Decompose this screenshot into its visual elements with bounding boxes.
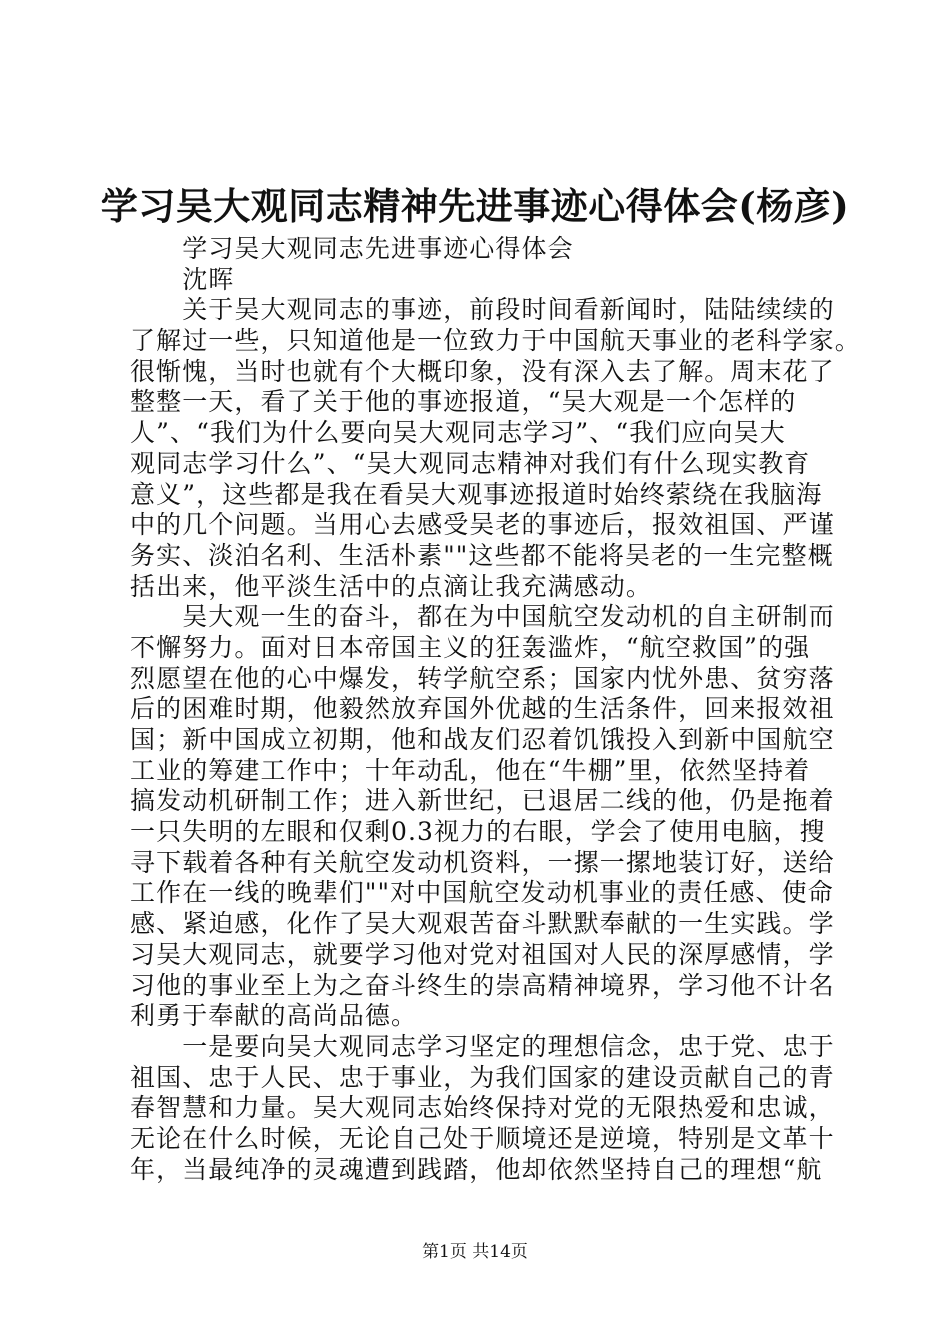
body-line: 寻下载着各种有关航空发动机资料，一摞一摞地装订好，送给 <box>130 847 835 877</box>
body-line: 工作在一线的晚辈们""对中国航空发动机事业的责任感、使命 <box>130 878 834 908</box>
body-line: 沈晖 <box>130 264 235 294</box>
body-line: 习吴大观同志，就要学习他对党对祖国对人民的深厚感情，学 <box>130 939 835 969</box>
body-line: 祖国、忠于人民、忠于事业，为我们国家的建设贡献自己的青 <box>130 1062 835 1092</box>
body-line: 国；新中国成立初期，他和战友们忍着饥饿投入到新中国航空 <box>130 725 835 754</box>
body-line: 不懈努力。面对日本帝国主义的狂轰滥炸，“航空救国”的强 <box>130 632 811 662</box>
body-line: 关于吴大观同志的事迹，前段时间看新闻时，陆陆续续的 <box>130 295 835 325</box>
body-line: 一是要向吴大观同志学习坚定的理想信念，忠于党、忠于 <box>130 1031 835 1061</box>
body-line: 春智慧和力量。吴大观同志始终保持对党的无限热爱和忠诚， <box>130 1093 835 1123</box>
document-body <box>130 234 861 1185</box>
body-line: 括出来，他平淡生活中的点滴让我充满感动。 <box>130 571 653 601</box>
body-line: 感、紧迫感，化作了吴大观艰苦奋斗默默奉献的一生实践。学 <box>130 909 835 939</box>
body-line: 整整一天，看了关于他的事迹报道，“吴大观是一个怎样的 <box>130 387 797 417</box>
body-line: 人”、“我们为什么要向吴大观同志学习”、“我们应向吴大 <box>130 418 786 448</box>
document-title: 学习吴大观同志精神先进事迹心得体会(杨彦) <box>100 184 850 228</box>
page-footer: 第1页 共14页 <box>422 1242 528 1262</box>
body-line: 利勇于奉献的高尚品德。 <box>130 1001 418 1031</box>
body-line: 很惭愧，当时也就有个大概印象，没有深入去了解。周末花了 <box>130 356 835 386</box>
body-line: 一只失明的左眼和仅剩0.3视力的右眼，学会了使用电脑，搜 <box>130 817 826 847</box>
body-line: 无论在什么时候，无论自己处于顺境还是逆境，特别是文革十 <box>130 1123 835 1153</box>
body-line: 意义”，这些都是我在看吴大观事迹报道时始终萦绕在我脑海 <box>130 479 823 509</box>
body-line: 务实、淡泊名利、生活朴素""这些都不能将吴老的一生完整概 <box>130 540 834 570</box>
body-line: 中的几个问题。当用心去感受吴老的事迹后，报效祖国、严谨 <box>130 510 835 540</box>
body-line: 了解过一些，只知道他是一位致力于中国航天事业的老科学家。 <box>130 326 861 356</box>
body-line: 搞发动机研制工作；进入新世纪，已退居二线的他，仍是拖着 <box>130 786 835 816</box>
body-line: 观同志学习什么”、“吴大观同志精神对我们有什么现实教育 <box>130 448 811 478</box>
body-line: 年，当最纯净的灵魂遭到践踏，他却依然坚持自己的理想“航 <box>130 1154 823 1184</box>
body-line: 吴大观一生的奋斗，都在为中国航空发动机的自主研制而 <box>130 602 835 632</box>
body-line: 后的困难时期，他毅然放弃国外优越的生活条件，回来报效祖 <box>130 694 835 724</box>
body-line: 工业的筹建工作中；十年动乱，他在“牛棚”里，依然坚持着 <box>130 755 811 785</box>
body-line: 烈愿望在他的心中爆发，转学航空系；国家内忧外患、贫穷落 <box>130 663 835 693</box>
body-line: 学习吴大观同志先进事迹心得体会 <box>130 234 574 263</box>
body-line: 习他的事业至上为之奋斗终生的崇高精神境界，学习他不计名 <box>130 970 835 1000</box>
